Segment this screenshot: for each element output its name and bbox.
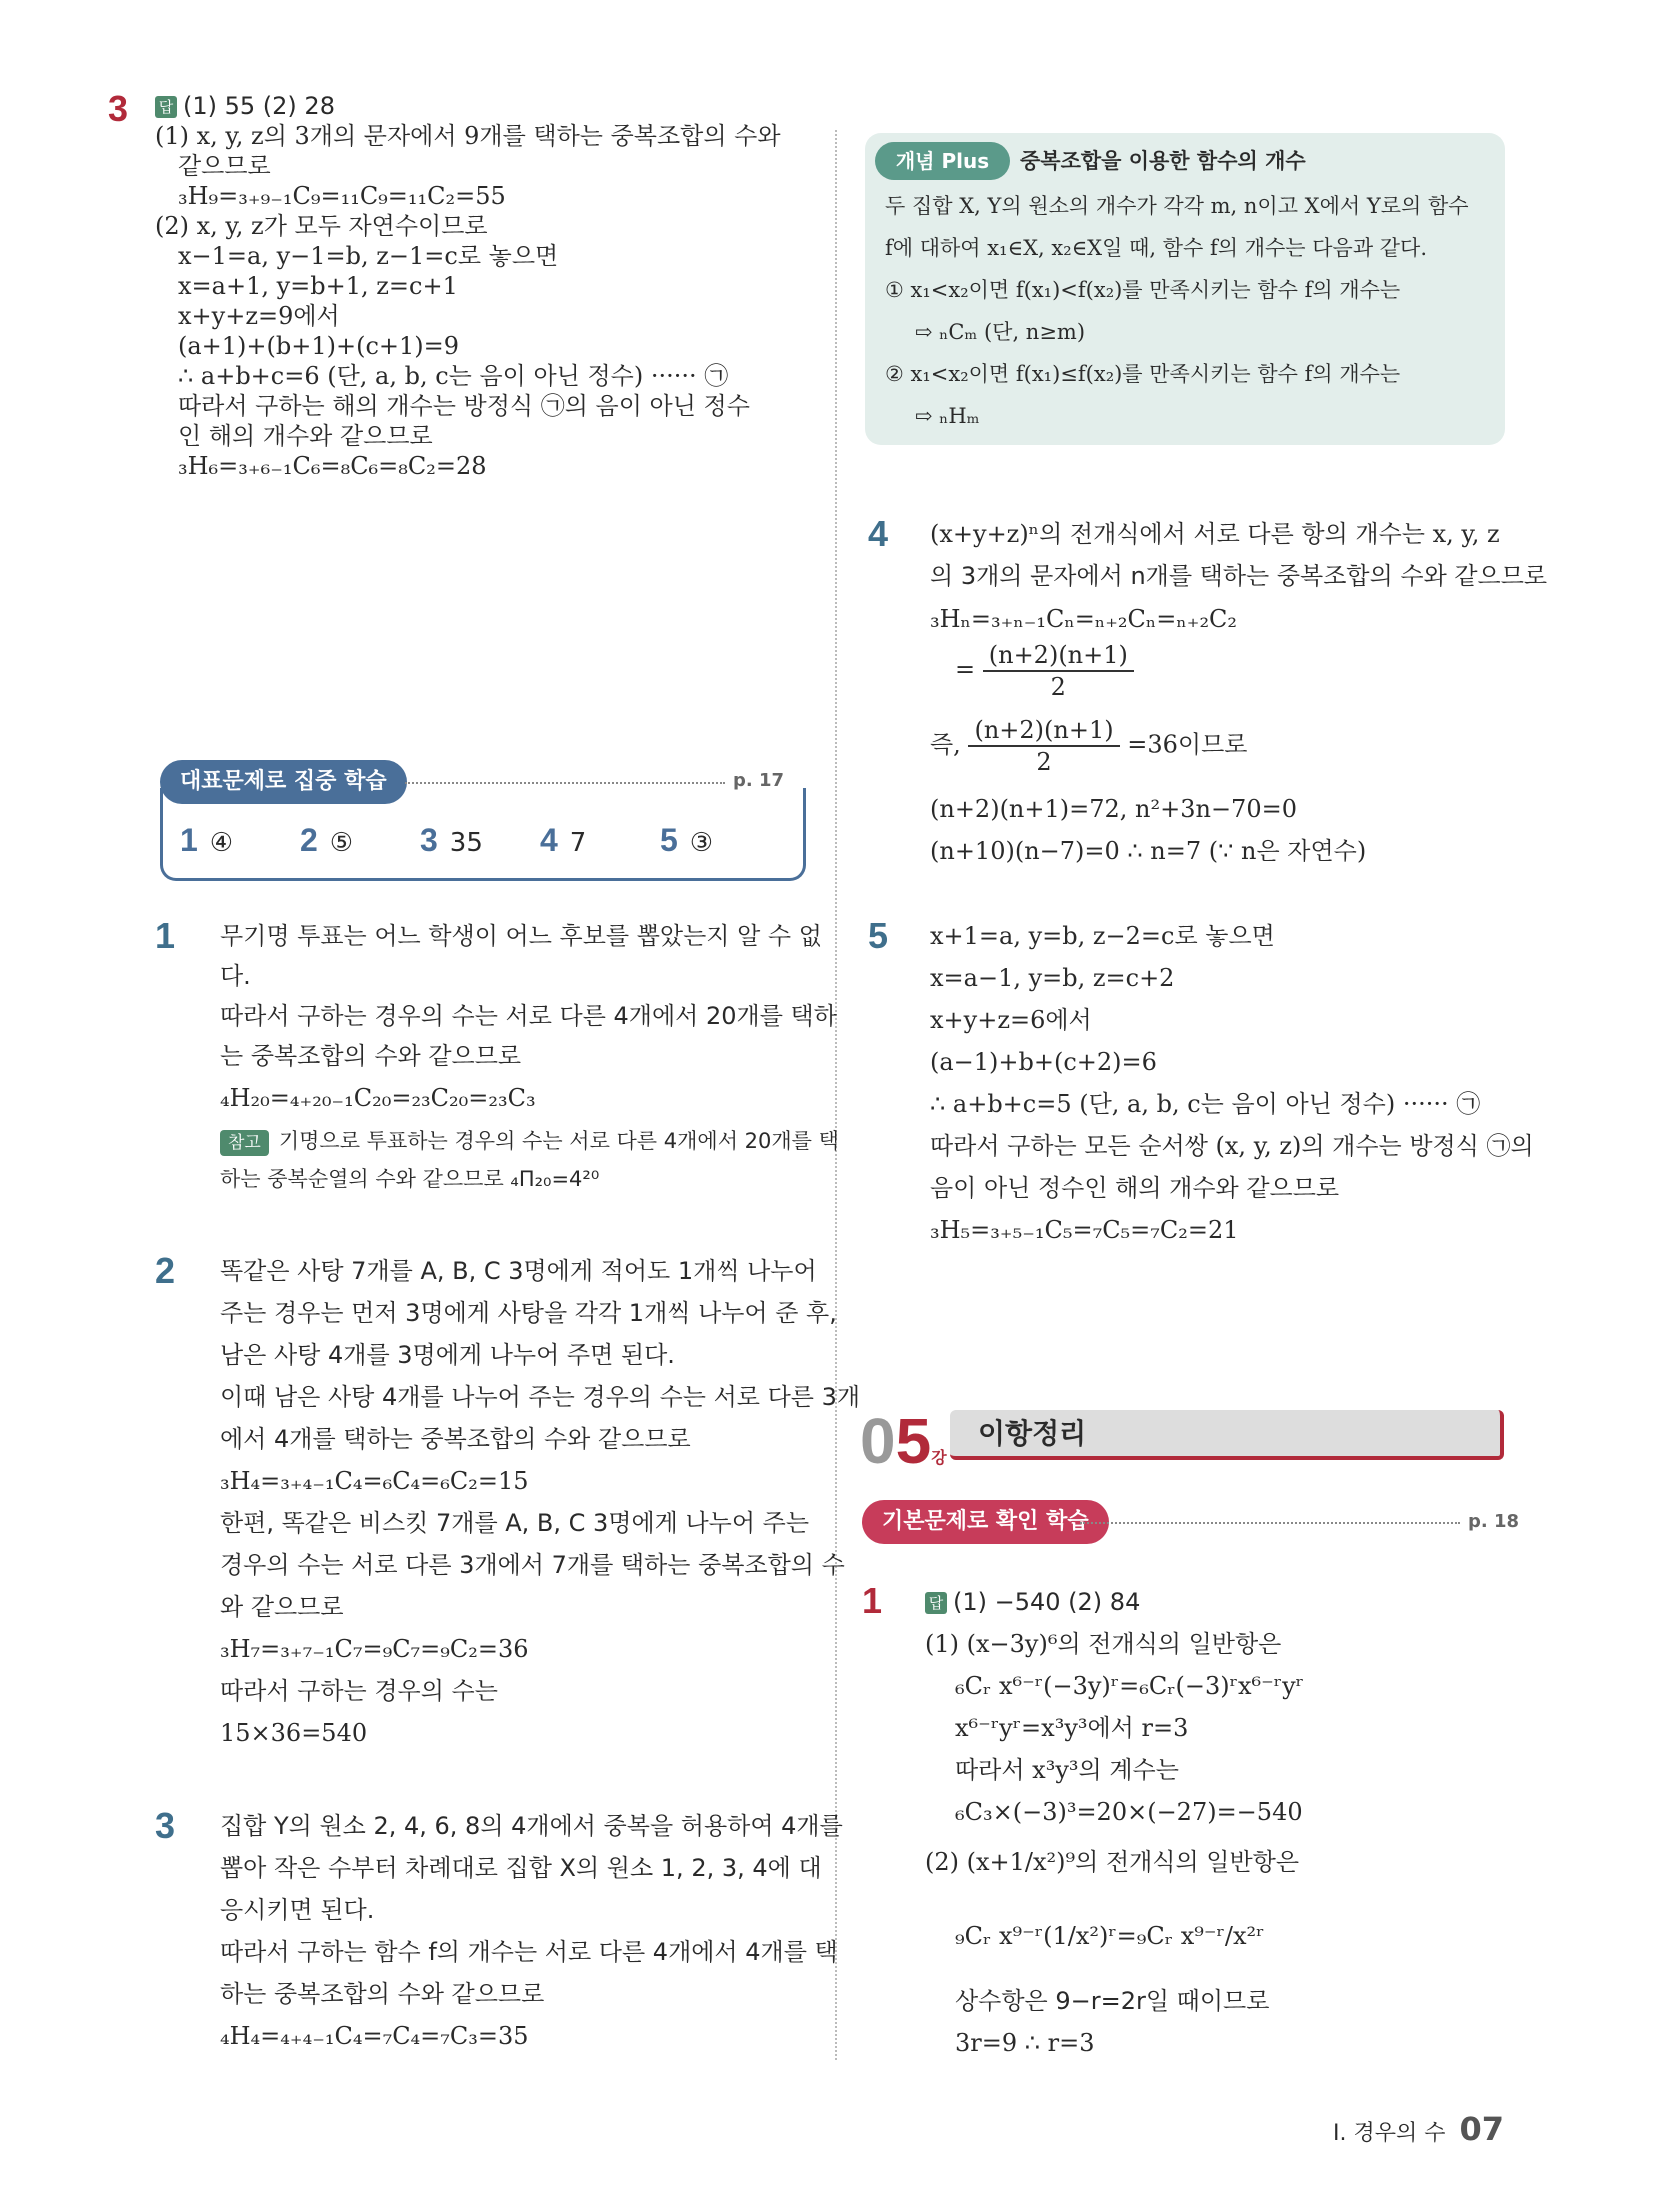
text-line: 따라서 구하는 함수 f의 개수는 서로 다른 4개에서 4개를 택 (220, 1938, 838, 1966)
question-number: 1 (862, 1580, 883, 1621)
text-line: x+y+z=6에서 (930, 1006, 1092, 1034)
text-line: x=a−1, y=b, z=c+2 (930, 964, 1175, 992)
text-line: 한편, 똑같은 비스킷 7개를 A, B, C 3명에게 나누어 주는 (220, 1509, 810, 1537)
text-line: (a+1)+(b+1)+(c+1)=9 (178, 332, 460, 360)
note-badge: 참고 (220, 1130, 269, 1156)
text-line: ₉Cᵣ x⁹⁻ʳ(1/x²)ʳ=₉Cᵣ x⁹⁻ʳ/x²ʳ (955, 1922, 1265, 1950)
text-line: (n+10)(n−7)=0 ∴ n=7 (∵ n은 자연수) (930, 837, 1367, 865)
text-line: 주는 경우는 먼저 3명에게 사탕을 각각 1개씩 나누어 준 후, (220, 1299, 837, 1327)
text-line: ② x₁<x₂이면 f(x₁)≤f(x₂)를 만족시키는 함수 f의 개수는 (885, 362, 1401, 386)
page-footer (1333, 2110, 1504, 2148)
answer-text: (1) 55 (2) 28 (183, 92, 335, 120)
chapter-label: Ⅰ. 경우의 수 (1332, 2121, 1446, 2146)
text-line: x+1=a, y=b, z−2=c로 놓으면 (930, 922, 1275, 950)
note-line: 하는 중복순열의 수와 같으므로 ₄Π₂₀=4²⁰ (220, 1167, 600, 1191)
text-line: 에서 4개를 택하는 중복조합의 수와 같으므로 (220, 1425, 691, 1453)
summary-item: 5 ③ (660, 822, 714, 858)
text-line: x+y+z=9에서 (178, 302, 340, 330)
text-line: x⁶⁻ʳyʳ=x³y³에서 r=3 (955, 1714, 1189, 1742)
text-line: (2) (x+1/x²)⁹의 전개식의 일반항은 (925, 1848, 1300, 1876)
text-line: 따라서 x³y³의 계수는 (955, 1756, 1179, 1784)
text-line: ₃H₅=₃₊₅₋₁C₅=₇C₅=₇C₂=21 (930, 1216, 1239, 1244)
page-ref: p. 17 (733, 770, 785, 791)
text-line: (1) x, y, z의 3개의 문자에서 9개를 택하는 중복조합의 수와 (155, 122, 781, 150)
text-line: ⇨ ₙCₘ (단, n≥m) (915, 320, 1086, 344)
text-line: 두 집합 X, Y의 원소의 개수가 각각 m, n이고 X에서 Y로의 함수 (885, 194, 1469, 218)
summary-item: 3 35 (420, 822, 483, 858)
text-line: 상수항은 9−r=2r일 때이므로 (955, 1987, 1270, 2015)
text-line: ⇨ ₙHₘ (915, 404, 980, 428)
question-number: 1 (155, 915, 176, 956)
text-line: ₃H₄=₃₊₄₋₁C₄=₆C₄=₆C₂=15 (220, 1467, 529, 1495)
question-number: 3 (108, 88, 129, 129)
basic-tab: 기본문제로 확인 학습 (862, 1500, 1109, 1544)
text-line: ∴ a+b+c=5 (단, a, b, c는 음이 아닌 정수) ······ ㉠ (930, 1090, 1481, 1118)
fraction-line: = $\frac{(n+2)(n+1)}{2}$ (955, 640, 1134, 702)
concept-plus-tab: 개념 Plus (875, 142, 1010, 180)
text-line: ₃H₇=₃₊₇₋₁C₇=₉C₇=₉C₂=36 (220, 1635, 529, 1663)
dotted-rule (1080, 1522, 1460, 1524)
text-line: 음이 아닌 정수인 해의 개수와 같으므로 (930, 1174, 1340, 1202)
text-line: 따라서 구하는 경우의 수는 서로 다른 4개에서 20개를 택하 (220, 1002, 837, 1030)
text-line: ₃H₆=₃₊₆₋₁C₆=₈C₆=₈C₂=28 (178, 452, 487, 480)
answer-line: 답 (1) −540 (2) 84 (925, 1586, 1140, 1618)
text-line: 뽑아 작은 수부터 차례대로 집합 X의 원소 1, 2, 3, 4에 대 (220, 1854, 822, 1882)
question-number: 3 (155, 1805, 176, 1846)
text-line: (x+y+z)ⁿ의 전개식에서 서로 다른 항의 개수는 x, y, z (930, 520, 1500, 548)
answer-badge: 답 (925, 1592, 947, 1614)
text-line: 이때 남은 사탕 4개를 나누어 주는 경우의 수는 서로 다른 3개 (220, 1383, 861, 1411)
text-line: f에 대하여 x₁∈X, x₂∈X일 때, 함수 f의 개수는 다음과 같다. (885, 236, 1428, 260)
text-line: 따라서 구하는 경우의 수는 (220, 1677, 498, 1705)
question-number: 2 (155, 1250, 176, 1291)
text-line: 인 해의 개수와 같으므로 (178, 422, 433, 450)
text-line: ₃H₉=₃₊₉₋₁C₉=₁₁C₉=₁₁C₂=55 (178, 182, 506, 210)
note-line: 참고 기명으로 투표하는 경우의 수는 서로 다른 4개에서 20개를 택 (220, 1125, 839, 1157)
text-line: 15×36=540 (220, 1719, 368, 1747)
text-line: 남은 사탕 4개를 3명에게 나누어 주면 된다. (220, 1341, 675, 1369)
text-line: ₄H₄=₄₊₄₋₁C₄=₇C₄=₇C₃=35 (220, 2022, 529, 2050)
dotted-rule (405, 782, 725, 784)
text-line: 의 3개의 문자에서 n개를 택하는 중복조합의 수와 같으므로 (930, 562, 1548, 590)
text-line: x=a+1, y=b+1, z=c+1 (178, 272, 458, 300)
page-number: 07 (1459, 2110, 1504, 2148)
fraction-line: 즉, $\frac{(n+2)(n+1)}{2}$ =36이므로 (930, 716, 1248, 776)
text-line: ① x₁<x₂이면 f(x₁)<f(x₂)를 만족시키는 함수 f의 개수는 (885, 278, 1401, 302)
summary-item: 4 7 (540, 822, 587, 858)
section-title: 이항정리 (978, 1417, 1087, 1450)
text-line: 와 같으므로 (220, 1593, 344, 1621)
text-line: ₆C₃×(−3)³=20×(−27)=−540 (955, 1798, 1303, 1826)
question-number: 4 (868, 513, 889, 554)
text-line: (1) (x−3y)⁶의 전개식의 일반항은 (925, 1630, 1282, 1658)
text-line: x−1=a, y−1=b, z−1=c로 놓으면 (178, 242, 559, 270)
text-line: (2) x, y, z가 모두 자연수이므로 (155, 212, 488, 240)
column-divider (835, 130, 837, 2060)
page-ref: p. 18 (1468, 1511, 1520, 1532)
text-line: ∴ a+b+c=6 (단, a, b, c는 음이 아닌 정수) ······ ㉠ (178, 362, 729, 390)
text-line: 따라서 구하는 해의 개수는 방정식 ㉠의 음이 아닌 정수 (178, 392, 750, 420)
text-line: ₄H₂₀=₄₊₂₀₋₁C₂₀=₂₃C₂₀=₂₃C₃ (220, 1084, 536, 1112)
text-line: 응시키면 된다. (220, 1896, 375, 1924)
section-number: 05강 (860, 1405, 947, 1477)
text-line: 다. (220, 962, 251, 990)
summary-tab: 대표문제로 집중 학습 (160, 760, 407, 804)
text-line: 는 중복조합의 수와 같으므로 (220, 1042, 522, 1070)
answer-badge: 답 (155, 96, 177, 118)
text-line: 집합 Y의 원소 2, 4, 6, 8의 4개에서 중복을 허용하여 4개를 (220, 1812, 843, 1840)
summary-item: 2 ⑤ (300, 822, 354, 858)
text-line: 같으므로 (178, 152, 271, 180)
text-line: 따라서 구하는 모든 순서쌍 (x, y, z)의 개수는 방정식 ㉠의 (930, 1132, 1534, 1160)
text-line: 똑같은 사탕 7개를 A, B, C 3명에게 적어도 1개씩 나누어 (220, 1257, 817, 1285)
text-line: ₃Hₙ=₃₊ₙ₋₁Cₙ=ₙ₊₂Cₙ=ₙ₊₂C₂ (930, 605, 1238, 633)
text-line: 3r=9 ∴ r=3 (955, 2029, 1095, 2057)
text-line: 경우의 수는 서로 다른 3개에서 7개를 택하는 중복조합의 수 (220, 1551, 845, 1579)
text-line: 하는 중복조합의 수와 같으므로 (220, 1980, 545, 2008)
summary-item: 1 ④ (180, 822, 234, 858)
question-number: 5 (868, 915, 889, 956)
text-line: (a−1)+b+(c+2)=6 (930, 1048, 1157, 1076)
text-line: ₆Cᵣ x⁶⁻ʳ(−3y)ʳ=₆Cᵣ(−3)ʳx⁶⁻ʳyʳ (955, 1672, 1305, 1700)
text-line: 무기명 투표는 어느 학생이 어느 후보를 뽑았는지 알 수 없 (220, 922, 822, 950)
text-line: (n+2)(n+1)=72, n²+3n−70=0 (930, 795, 1297, 823)
concept-plus-title: 중복조합을 이용한 함수의 개수 (1020, 149, 1306, 173)
answer-line (155, 90, 335, 122)
